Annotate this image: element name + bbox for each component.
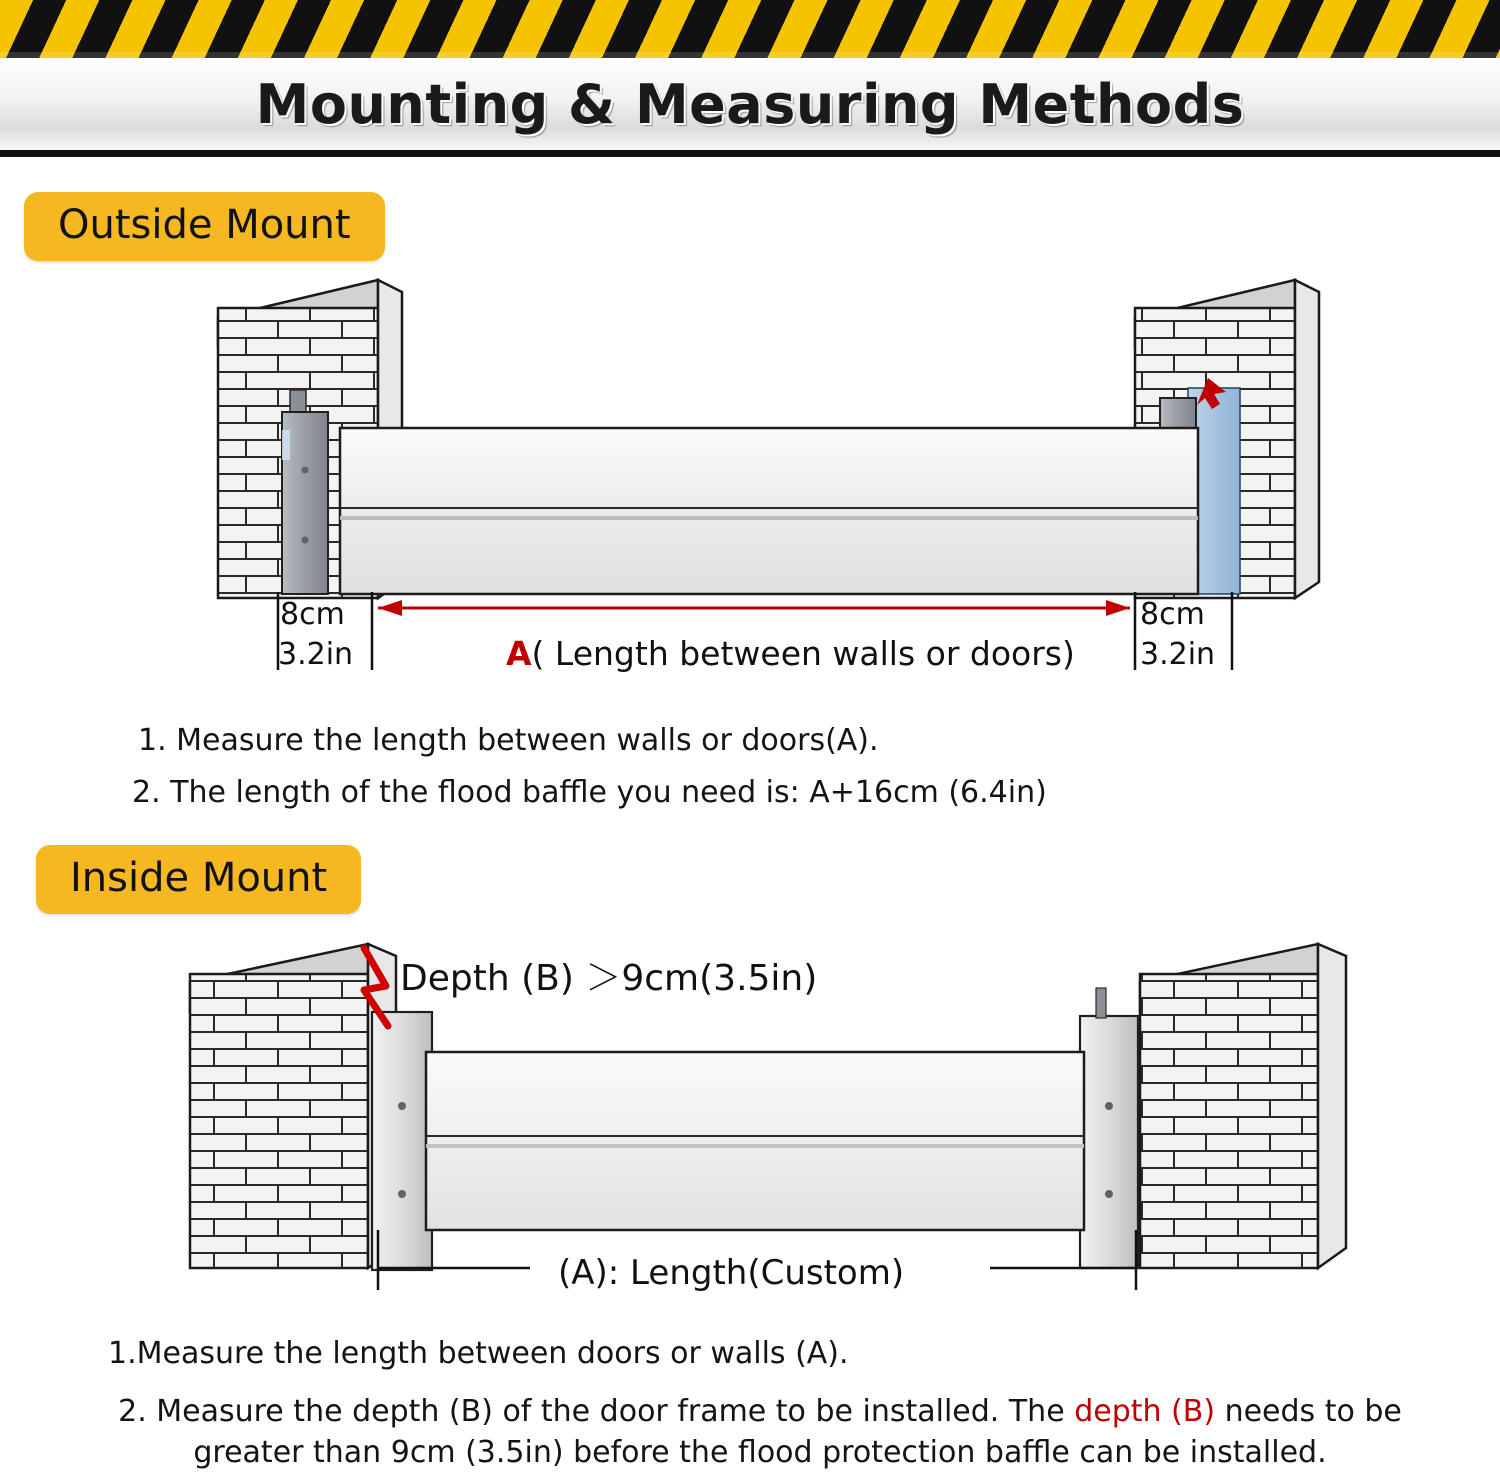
flood-baffle-panel: [340, 428, 1198, 594]
inside-instruction-1: 1.Measure the length between doors or walls (A).: [108, 1336, 849, 1371]
outside-right-dim-in: 3.2in: [1140, 637, 1216, 672]
left-mount-bracket: [282, 390, 328, 594]
outside-instruction-1: 1. Measure the length between walls or doors(A).: [138, 723, 879, 758]
inside-instruction-2-highlight: depth (B): [1074, 1394, 1216, 1429]
depth-label-text: Depth (B): [400, 958, 574, 999]
header-banner: [0, 0, 1500, 160]
section-badge-inside-mount: Inside Mount: [36, 845, 361, 914]
inside-instruction-2-part-b: needs to be greater than 9cm (3.5in) before the flood protection baffle can be installed.: [193, 1394, 1402, 1470]
depth-value-text: 9cm(3.5in): [621, 958, 818, 999]
inside-flood-baffle-panel: [426, 1052, 1084, 1230]
inside-right-brick-pillar: [1140, 944, 1346, 1268]
outside-left-dim-cm: 8cm: [280, 597, 345, 632]
inside-instruction-2: [100, 1392, 1420, 1473]
depth-compare-symbol: ＞: [585, 958, 622, 999]
inside-length-label: (A): Length(Custom): [558, 1253, 905, 1293]
outside-arrow-label: [506, 634, 1075, 673]
inside-instruction-2-part-a: 2. Measure the depth (B) of the door frame to be installed. The: [118, 1394, 1075, 1429]
section-badge-outside-mount: Outside Mount: [24, 192, 385, 261]
inside-right-mount-bracket: [1080, 988, 1138, 1268]
page-title: Mounting & Measuring Methods: [255, 72, 1245, 136]
outside-left-dim-in: 3.2in: [278, 637, 354, 672]
arrow-label-letter: A: [506, 634, 532, 673]
inside-left-mount-bracket: [372, 1012, 432, 1270]
inside-depth-label: [400, 950, 817, 1001]
outside-right-dim-cm: 8cm: [1140, 597, 1205, 632]
title-plate: [0, 58, 1500, 157]
hazard-stripe-pattern: [0, 0, 1500, 61]
outside-instruction-2: 2. The length of the flood baffle you need is: A+16cm (6.4in): [132, 775, 1047, 810]
arrow-label-text: ( Length between walls or doors): [531, 634, 1075, 673]
